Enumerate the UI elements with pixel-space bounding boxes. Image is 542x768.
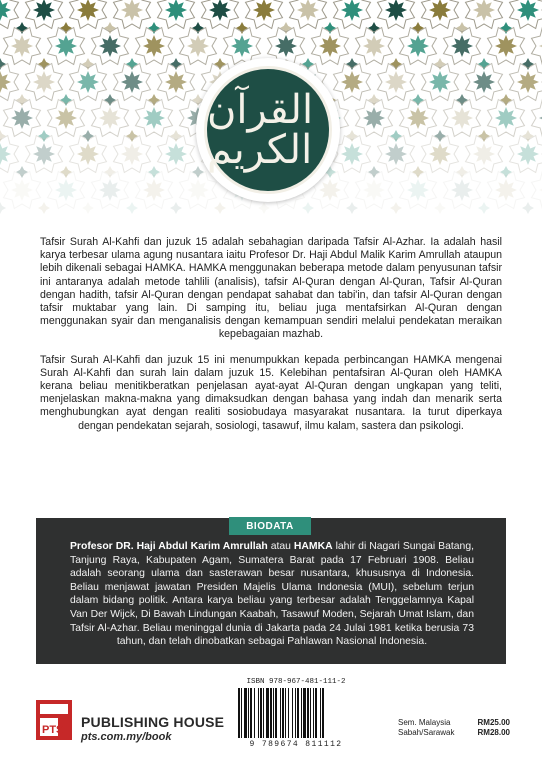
pattern-tile (312, 28, 359, 71)
pattern-tile (466, 0, 513, 34)
price-list (398, 718, 510, 737)
pattern-tile (26, 0, 73, 34)
pattern-tile (400, 172, 447, 215)
biodata-box (36, 518, 506, 664)
price-amount: RM28.00 (477, 727, 510, 737)
pattern-tile (0, 28, 6, 71)
pattern-tile (136, 28, 183, 71)
synopsis-paragraph-2: Tafsir Surah Al-Kahfi dan juzuk 15 ini menumpukkan kepada perbincangan HAMKA mengenai Surah Al-Kahfi dan surah lain dalam juzuk 15. Kelebihan pentafsiran Al-Quran oleh HAMKA kerana beliau menitikberatkan penjelasan ayat-ayat Al-Quran dengan ungkapan yang teliti, menjelaskan makna-makna yang dimaksudkan dengan bahasa yang indah dan menarik serta menghubungkan ayat dengan realiti sosiobudaya masyarakat nusantara. Ia turut diperkaya dengan pendekatan sejarah, sosiologi, tasawuf, ilmu kalam, sastera dan psikologi. (40, 353, 502, 432)
pattern-tile (444, 172, 491, 215)
pattern-tile (92, 100, 139, 143)
quran-emblem (196, 58, 340, 202)
price-row (398, 718, 510, 728)
emblem-medallion (204, 66, 332, 194)
pattern-tile (400, 28, 447, 71)
pts-logo-icon (36, 698, 76, 742)
pattern-tile (356, 28, 403, 71)
pattern-tile (70, 64, 117, 107)
price-amount: RM25.00 (477, 718, 510, 727)
pattern-tile (510, 64, 542, 107)
barcode-bars (238, 688, 354, 738)
pattern-tile (70, 0, 117, 34)
pattern-tile (158, 64, 205, 107)
barcode-block (232, 678, 360, 752)
pattern-tile (356, 100, 403, 143)
pattern-tile (92, 28, 139, 71)
biodata-badge: BIODATA (229, 517, 311, 535)
pattern-tile (334, 64, 381, 107)
pattern-tile (488, 100, 535, 143)
pattern-tile (0, 100, 6, 143)
pattern-tile (48, 100, 95, 143)
pattern-tile (400, 100, 447, 143)
pattern-tile (378, 0, 425, 34)
pattern-tile (246, 0, 293, 34)
pattern-tile (48, 172, 95, 215)
pattern-tile (92, 172, 139, 215)
pattern-tile (114, 136, 161, 179)
pattern-tile (466, 136, 513, 179)
pattern-tile (114, 0, 161, 34)
pattern-tile (290, 0, 337, 34)
logo-mark-text: PTS (42, 724, 64, 736)
emblem-calligraphy: القرآن الكريم (207, 87, 314, 173)
pattern-tile (334, 0, 381, 34)
ean-number: 9 789674 811112 (249, 740, 343, 749)
pattern-tile (26, 136, 73, 179)
publisher-url: pts.com.my/book (81, 731, 172, 743)
biodata-connector: atau (267, 541, 294, 552)
barcode-bar (324, 688, 325, 738)
synopsis-paragraph-1: Tafsir Surah Al-Kahfi dan juzuk 15 adalah sebahagian daripada Tafsir Al-Azhar. Ia adalah hasil karya terbesar ulama agung nusantara iaitu Profesor Dr. Haji Abdul Malik Karim Amrullah ataupun lebih dikenali sebagai HAMKA. HAMKA menggunakan beberapa metode dalam penyusunan tafsir ini antaranya adalah metode tahlili (analisis), tafsir Al-Quran dengan Al-Quran, Tafsir Al-Quran dengan hadith, tafsir Al-Quran dengan pendapat sahabat dan tabi'in, dan tafsir Al-Quran dengan tafsir muktabar yang lain. Di samping itu, beliau juga mentafsirkan Al-Quran dengan menggunakan syair dan menganalisis dengan kemampuan sendiri melalui pendekatan meraikan kepebagaian mazhab. (40, 236, 502, 341)
author-alias: HAMKA (293, 541, 333, 552)
pattern-tile (48, 28, 95, 71)
pattern-tile (466, 64, 513, 107)
pattern-tile (136, 172, 183, 215)
price-region: Sabah/Sarawak (398, 727, 455, 737)
price-row (398, 728, 510, 738)
pattern-tile (488, 28, 535, 71)
pattern-tile (334, 136, 381, 179)
isbn-text: ISBN 978-967-481-111-2 (246, 678, 346, 686)
pattern-tile (158, 0, 205, 34)
pattern-tile (444, 28, 491, 71)
pattern-tile (202, 0, 249, 34)
pattern-tile (4, 28, 51, 71)
pattern-tile (510, 136, 542, 179)
pattern-tile (444, 100, 491, 143)
pattern-tile (180, 28, 227, 71)
pattern-tile (488, 172, 535, 215)
pattern-tile (378, 136, 425, 179)
pattern-tile (114, 64, 161, 107)
biodata-body: lahir di Nagari Sungai Batang, Tanjung Raya, Kabupaten Agam, Sumatera Barat pada 17 Februari 1908. Beliau adalah seorang ulama dan sasterawan besar nusantara, khususnya di Indonesia. Beliau menjawat jawatan Presiden Majelis Ulama Indonesia (MUI), sebelum terjun dalam bidang politik. Antara karya beliau yang terbesar adalah Tenggelamnya Kapal Van Der Wijck, Di Bawah Lindungan Kaabah, Tasawuf Moden, Sejarah Umat Islam, dan Tafsir Al-Azhar. Beliau meninggal dunia di Jakarta pada 24 Julai 1981 ketika berusia 73 tahun, dan telah dinobatkan sebagai Pahlawan Nasional Indonesia. (70, 541, 474, 648)
pattern-tile (136, 100, 183, 143)
publisher-logo (36, 698, 225, 744)
pattern-tile (422, 64, 469, 107)
pattern-tile (422, 0, 469, 34)
pattern-tile (4, 172, 51, 215)
synopsis (40, 236, 502, 445)
author-name: Profesor DR. Haji Abdul Karim Amrullah (70, 541, 268, 552)
pattern-tile (70, 136, 117, 179)
pattern-tile (0, 172, 6, 215)
pattern-tile (356, 172, 403, 215)
pattern-tile (422, 136, 469, 179)
price-region: Sem. Malaysia (398, 718, 451, 727)
biodata-text (70, 540, 474, 649)
pattern-tile (378, 64, 425, 107)
pattern-tile (26, 64, 73, 107)
publisher-name: PUBLISHING HOUSE (81, 714, 225, 730)
pattern-tile (4, 100, 51, 143)
